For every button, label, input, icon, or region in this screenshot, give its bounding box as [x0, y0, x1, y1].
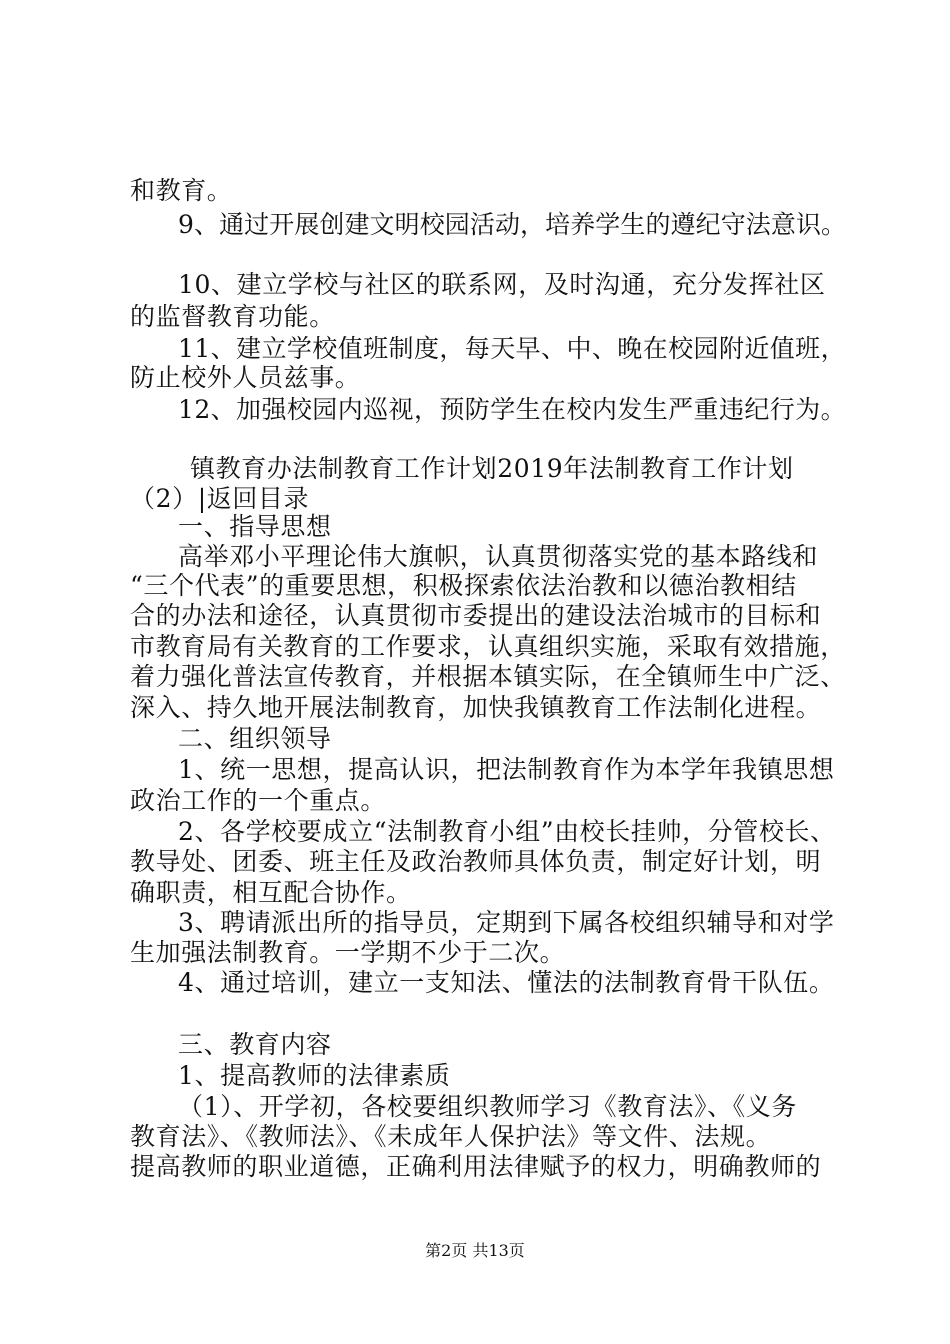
text-line: 提高教师的职业道德，正确利用法律赋予的权力，明确教师的	[130, 1152, 822, 1181]
text-line: 高举邓小平理论伟大旗帜，认真贯彻落实党的基本路线和	[178, 542, 819, 571]
text-line: 生加强法制教育。一学期不少于二次。	[130, 938, 566, 967]
text-line: 1、提高教师的法律素质	[178, 1061, 451, 1090]
text-line: 防止校外人员兹事。	[130, 363, 361, 392]
text-line: 4、通过培训，建立一支知法、懂法的法制教育骨干队伍。	[178, 968, 835, 997]
text-line: 9、通过开展创建文明校园活动，培养学生的遵纪守法意识。	[178, 210, 847, 239]
text-line: 12、加强校园内巡视，预防学生在校内发生严重违纪行为。	[178, 395, 847, 424]
text-line: 政治工作的一个重点。	[130, 786, 387, 815]
text-line: 11、建立学校值班制度，每天早、中、晚在校园附近值班，	[178, 334, 847, 363]
text-line: 和教育。	[130, 176, 233, 205]
text-line: 一、指导思想	[178, 512, 332, 541]
text-line: 的监督教育功能。	[130, 302, 335, 331]
section-heading: （2）|返回目录	[130, 484, 310, 513]
text-line: 深入、持久地开展法制教育，加快我镇教育工作法制化进程。	[130, 693, 822, 722]
text-line: 10、建立学校与社区的联系网，及时沟通，充分发挥社区	[178, 270, 826, 299]
section-heading: 镇教育办法制教育工作计划2019年法制教育工作计划	[190, 454, 794, 483]
text-line: 3、聘请派出所的指导员，定期到下属各校组织辅导和对学	[178, 908, 835, 937]
text-line: 合的办法和途径，认真贯彻市委提出的建设法治城市的目标和	[130, 601, 822, 630]
text-line: “三个代表”的重要思想，积极探索依法治教和以德治教相结	[130, 571, 797, 600]
text-line: 教育法》、《教师法》、《未成年人保护法》等文件、法规。	[130, 1122, 772, 1151]
text-line: 着力强化普法宣传教育，并根据本镇实际，在全镇师生中广泛、	[130, 662, 846, 691]
page-number: 第2页 共13页	[425, 1241, 525, 1260]
text-line: （1）、开学初，各校要组织教师学习《教育法》、《义务	[178, 1092, 798, 1121]
text-line: 1、统一思想，提高认识，把法制教育作为本学年我镇思想	[178, 755, 835, 784]
text-line: 三、教育内容	[178, 1030, 332, 1059]
text-line: 2、各学校要成立“法制教育小组”由校长挂帅，分管校长、	[178, 817, 836, 846]
text-line: 二、组织领导	[178, 724, 332, 753]
text-line: 市教育局有关教育的工作要求，认真组织实施，采取有效措施，	[130, 632, 846, 661]
text-line: 确职责，相互配合协作。	[130, 878, 412, 907]
text-line: 教导处、团委、班主任及政治教师具体负责，制定好计划，明	[130, 847, 822, 876]
